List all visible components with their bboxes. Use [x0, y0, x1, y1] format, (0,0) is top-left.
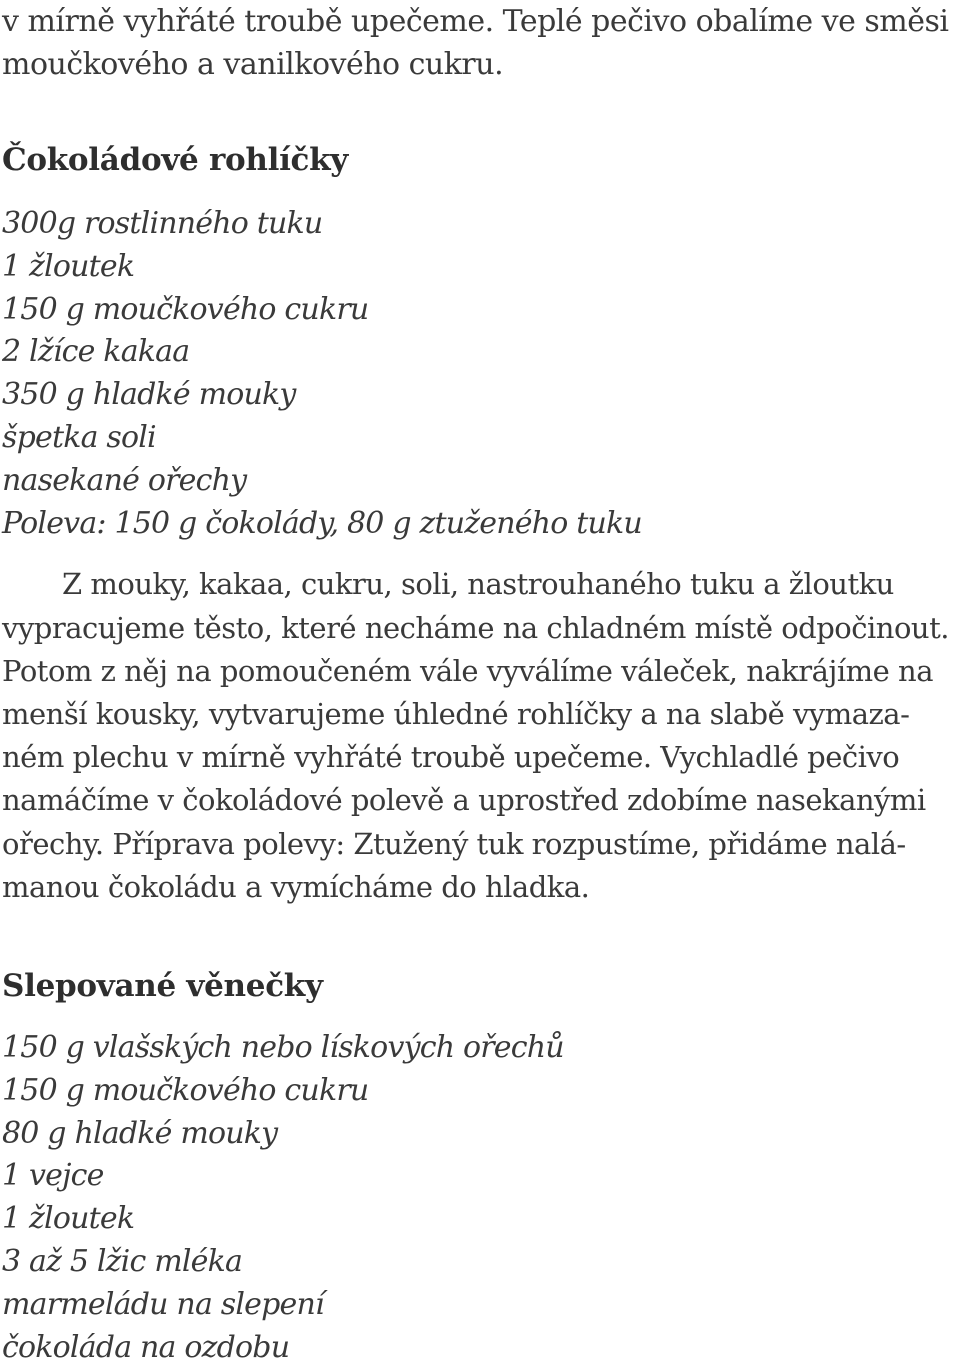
ingredient-item: 300g rostlinného tuku: [2, 206, 323, 241]
ingredient-item: 1 vejce: [2, 1158, 104, 1194]
ingredient-item: špetka soli: [2, 419, 156, 455]
ingredient-item: 350 g hladké mouky: [2, 377, 296, 413]
ingredient-item: marmeládu na slepení: [2, 1286, 324, 1322]
ingredient-item: 80 g hladké mouky: [2, 1115, 278, 1151]
ingredient-item: 150 g moučkového cukru: [2, 291, 369, 327]
intro-paragraph: [2, 0, 949, 86]
recipe-title-slepovane-venecky: Slepované věnečky: [2, 968, 323, 1004]
intro-line: v mírně vyhřáté troubě upečeme. Teplé pečivo obalíme ve směsi: [2, 4, 949, 39]
ingredient-item: 1 žloutek: [2, 248, 135, 284]
recipe-title-cokoladove-rohlicky: Čokoládové rohlíčky: [2, 142, 349, 178]
method-line: ořechy. Příprava polevy: Ztužený tuk rozpustíme, přidáme nalá-: [2, 826, 906, 861]
ingredient-item: čokoláda na ozdobu: [2, 1329, 290, 1365]
method-line: Z mouky, kakaa, cukru, soli, nastrouhaného tuku a žloutku: [62, 567, 894, 602]
ingredient-item: 2 lžíce kakaa: [2, 334, 190, 370]
intro-line: moučkového a vanilkového cukru.: [2, 47, 504, 82]
ingredient-item: 1 žloutek: [2, 1201, 135, 1237]
method-line: vypracujeme těsto, které necháme na chladném místě odpočinout.: [2, 610, 949, 645]
ingredient-item: 150 g moučkového cukru: [2, 1072, 369, 1108]
method-line: manou čokoládu a vymícháme do hladka.: [2, 869, 590, 904]
method-line: Potom z něj na pomoučeném vále vyválíme váleček, nakrájíme na: [2, 653, 934, 688]
method-line: namáčíme v čokoládové polevě a uprostřed zdobíme nasekanými: [2, 783, 926, 818]
ingredient-item: Poleva: 150 g čokolády, 80 g ztuženého tuku: [2, 505, 642, 541]
ingredient-item: 3 až 5 lžic mléka: [2, 1243, 243, 1279]
ingredient-item: 150 g vlašských nebo lískových ořechů: [2, 1030, 564, 1065]
ingredient-item: nasekané ořechy: [2, 462, 247, 498]
document-page: [2, 0, 949, 1369]
ingredient-list-slepovane-venecky: [2, 1027, 942, 1369]
method-line: menší kousky, vytvarujeme úhledné rohlíčky a na slabě vymaza-: [2, 696, 910, 731]
method-paragraph-cokoladove-rohlicky: [2, 563, 949, 909]
method-line: ném plechu v mírně vyhřáté troubě upečeme. Vychladlé pečivo: [2, 740, 900, 775]
ingredient-list-cokoladove-rohlicky: [2, 203, 942, 545]
